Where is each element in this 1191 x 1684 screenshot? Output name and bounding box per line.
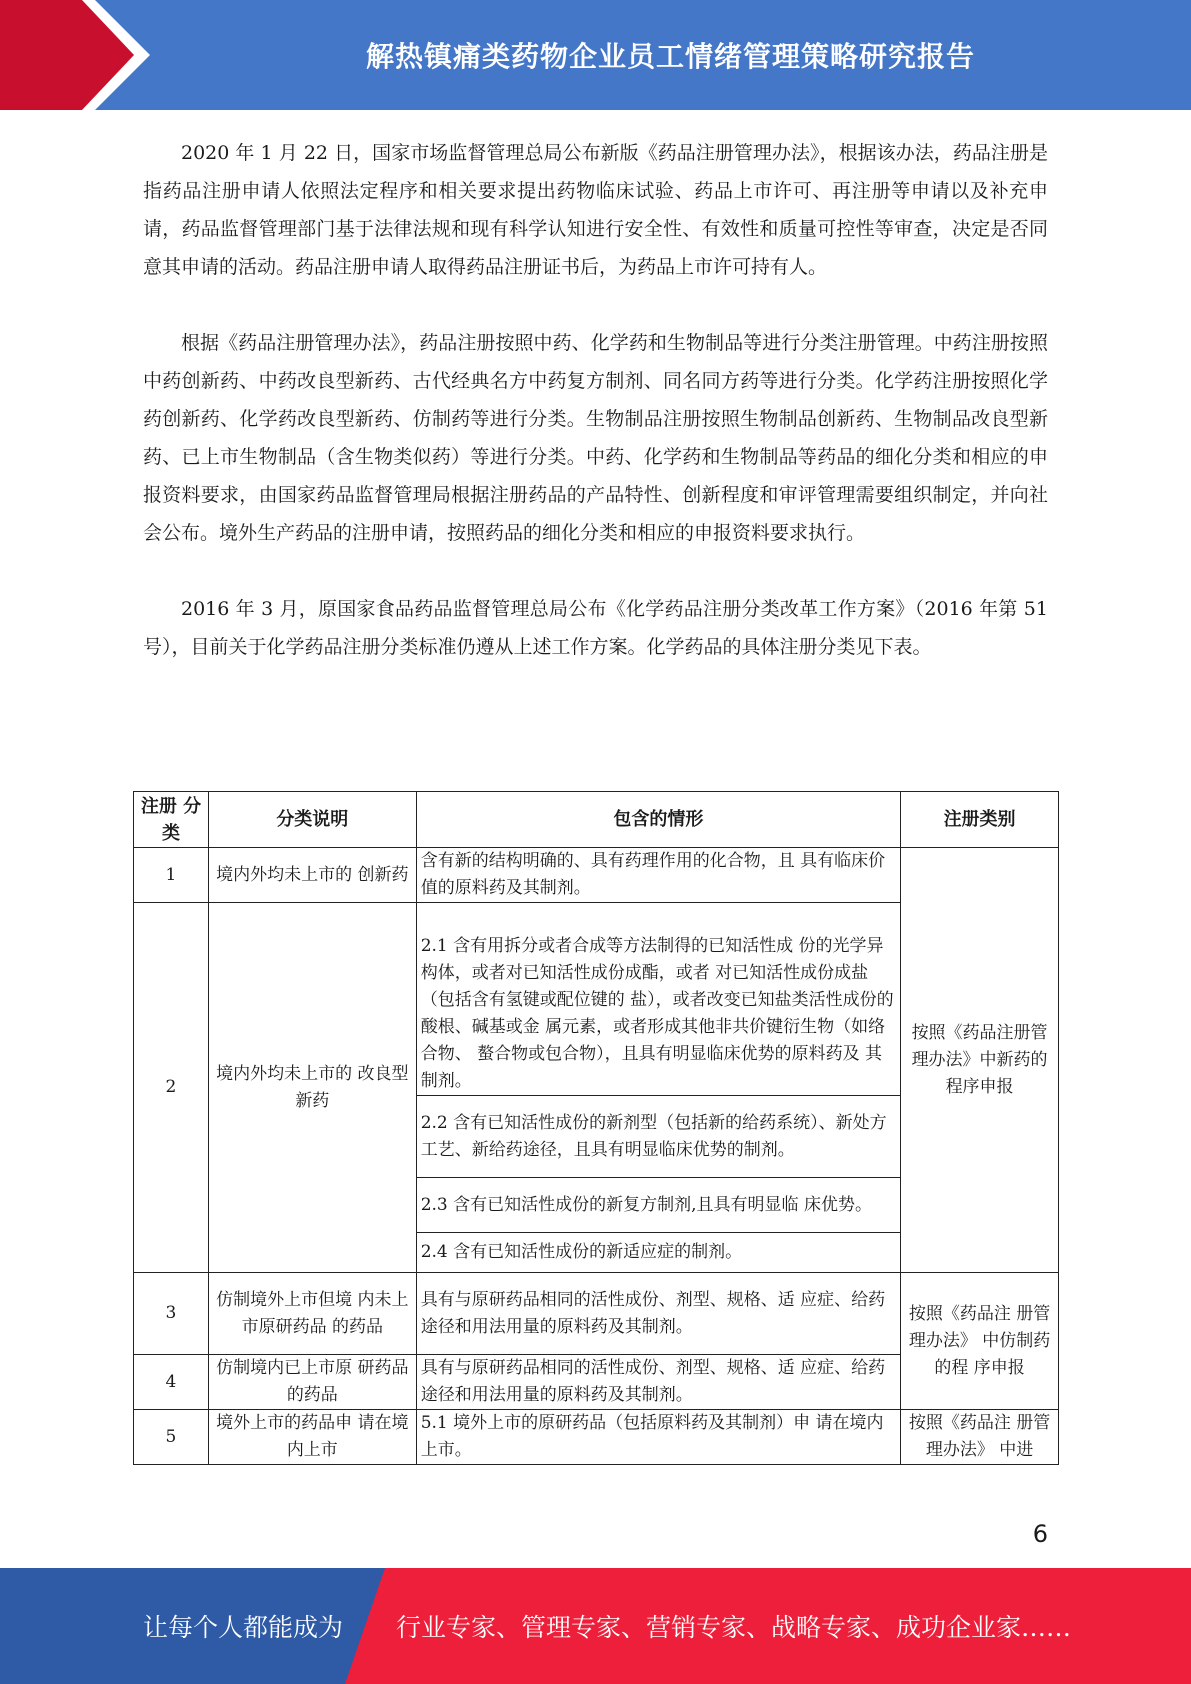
class-case: 2.2 含有已知活性成份的新剂型（包括新的给药系统）、新处方工艺、新给药途径，且具有明显临床优势的制剂。 <box>416 1096 900 1178</box>
class-case: 含有新的结构明确的、具有药理作用的化合物，且 具有临床价值的原料药及其制剂。 <box>416 848 900 903</box>
class-description: 仿制境外上市但境 内未上市原研药品 的药品 <box>208 1273 416 1355</box>
class-case: 2.4 含有已知活性成份的新适应症的制剂。 <box>416 1233 900 1273</box>
table-row <box>134 1273 1059 1355</box>
footer-slogan-left: 让每个人都能成为 <box>143 1613 344 1642</box>
registration-type-generic: 按照《药品注 册管理办法》 中仿制药的程 序申报 <box>901 1273 1059 1410</box>
paragraph-chemical-classification: 2016 年 3 月，原国家食品药品监督管理总局公布《化学药品注册分类改革工作方案》（2016 年第 51 号），目前关于化学药品注册分类标准仍遵从上述工作方案。化学药品的具体注册分类见下表。 <box>143 598 1048 658</box>
table-header-row <box>134 792 1059 848</box>
paragraph-registration-categories: 根据《药品注册管理办法》，药品注册按照中药、化学药和生物制品等进行分类注册管理。中药注册按照中药创新药、中药改良型新药、古代经典名方中药复方制剂、同名同方药等进行分类。化学药注册按照化学药创新药、化学药改良型新药、仿制药等进行分类。生物制品注册按照生物制品创新药、生物制品改良型新药、已上市生物制品（含生物类似药）等进行分类。中药、化学药和生物制品等药品的细化分类和相应的申报资料要求，由国家药品监督管理局根据注册药品的产品特性、创新程度和审评管理需要组织制定，并向社会公布。境外生产药品的注册申请，按照药品的细化分类和相应的申报资料要求执行。 <box>143 332 1048 544</box>
class-case: 具有与原研药品相同的活性成份、剂型、规格、适 应症、给药途径和用法用量的原料药及其制剂。 <box>416 1273 900 1355</box>
registration-type-new-drug: 按照《药品注册管理办法》中新药的程序申报 <box>901 848 1059 1273</box>
header-included-cases: 包含的情形 <box>416 792 900 848</box>
class-number: 1 <box>134 848 209 903</box>
class-number: 3 <box>134 1273 209 1355</box>
header-registration-type: 注册类别 <box>901 792 1059 848</box>
table-row <box>134 1410 1059 1465</box>
page-footer <box>0 1568 1191 1684</box>
class-case: 2.3 含有已知活性成份的新复方制剂,且具有明显临 床优势。 <box>416 1178 900 1233</box>
page-number: 6 <box>1032 1520 1048 1548</box>
class-number: 2 <box>134 903 209 1273</box>
class-description: 仿制境内已上市原 研药品的药品 <box>208 1355 416 1410</box>
class-number: 4 <box>134 1355 209 1410</box>
class-description: 境外上市的药品申 请在境内上市 <box>208 1410 416 1465</box>
header-class-description: 分类说明 <box>208 792 416 848</box>
footer-slogan-right: 行业专家、管理专家、营销专家、战略专家、成功企业家…… <box>396 1613 1072 1642</box>
registration-type-imported: 按照《药品注 册管理办法》 中进 <box>901 1410 1059 1465</box>
class-case: 具有与原研药品相同的活性成份、剂型、规格、适 应症、给药途径和用法用量的原料药及其制剂。 <box>416 1355 900 1410</box>
page-header <box>0 0 1191 110</box>
class-case: 2.1 含有用拆分或者合成等方法制得的已知活性成 份的光学异构体，或者对已知活性成份成酯，或者 对已知活性成份成盐（包括含有氢键或配位键的 盐），或者改变已知盐类活性成份的酸根、碱基或金 属元素，或者形成其他非共价键衍生物（如络合物、 螯合物或包合物），且具有明显临床优势的原料药及 其制剂。 <box>416 903 900 1096</box>
body-text <box>143 134 1048 704</box>
class-case: 5.1 境外上市的原研药品（包括原料药及其制剂）申 请在境内上市。 <box>416 1410 900 1465</box>
report-title: 解热镇痛类药物企业员工情绪管理策略研究报告 <box>365 40 975 73</box>
class-description: 境内外均未上市的 创新药 <box>208 848 416 903</box>
chemical-drug-registration-table <box>133 791 1059 1465</box>
table-row <box>134 848 1059 903</box>
header-registration-class: 注册 分类 <box>134 792 209 848</box>
header-chevron-icon <box>0 0 150 110</box>
class-number: 5 <box>134 1410 209 1465</box>
paragraph-registration-definition: 2020 年 1 月 22 日，国家市场监督管理总局公布新版《药品注册管理办法》，根据该办法，药品注册是指药品注册申请人依照法定程序和相关要求提出药物临床试验、药品上市许可、再注册等申请以及补充申请，药品监督管理部门基于法律法规和现有科学认知进行安全性、有效性和质量可控性等审查，决定是否同意其申请的活动。药品注册申请人取得药品注册证书后，为药品上市许可持有人。 <box>143 142 1048 278</box>
class-description: 境内外均未上市的 改良型新药 <box>208 903 416 1273</box>
